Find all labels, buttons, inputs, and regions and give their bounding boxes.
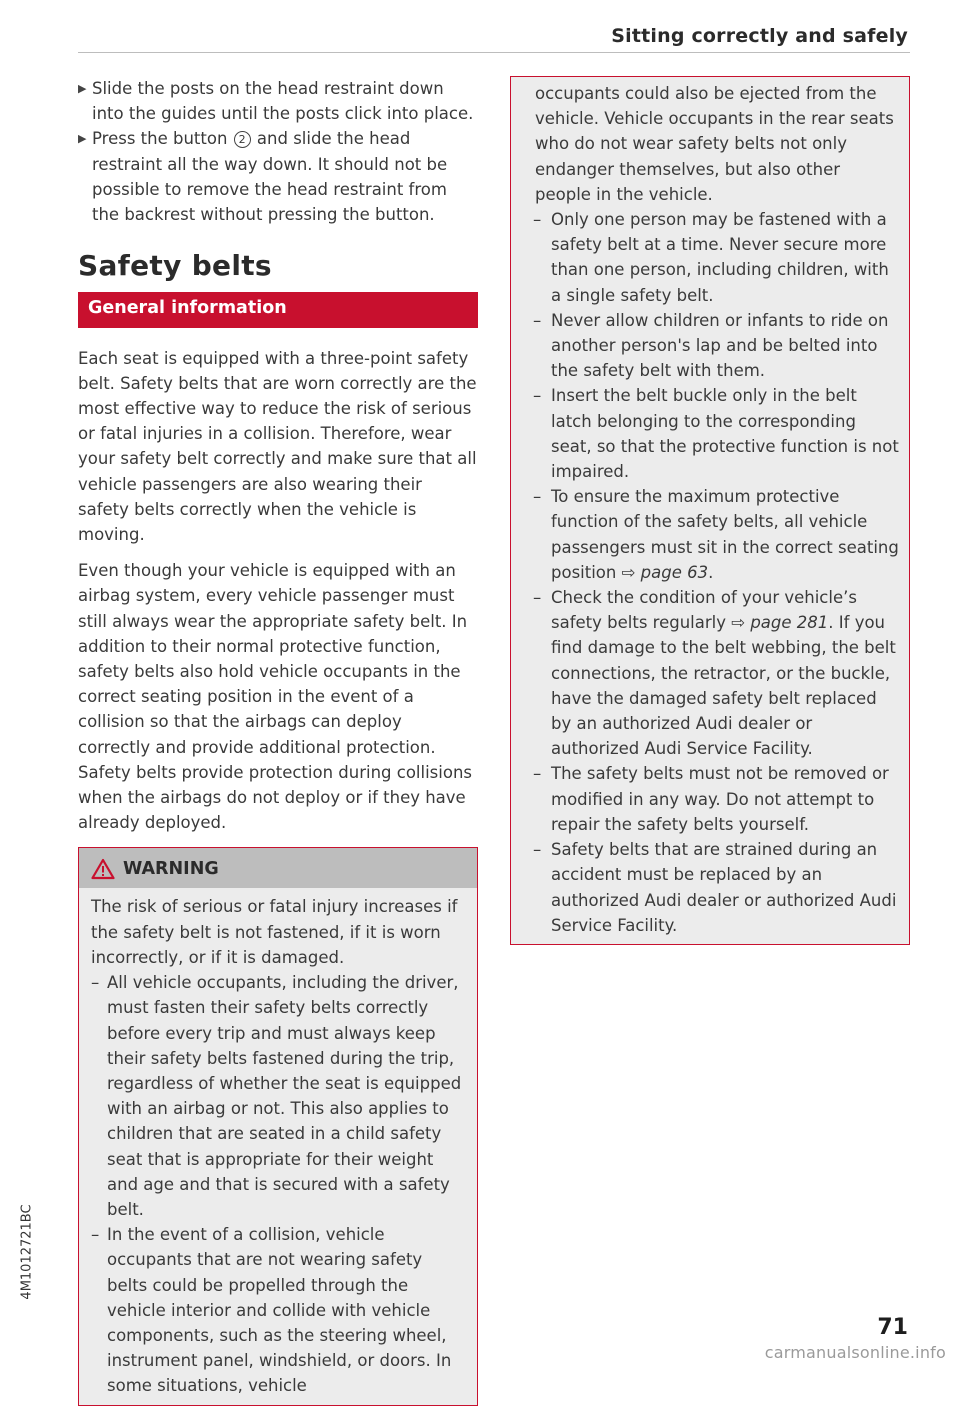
document-code: 4M1012721BC: [19, 1204, 35, 1300]
right-column: [510, 76, 910, 945]
page-reference-link[interactable]: ⇨ page 281: [731, 613, 829, 633]
list-item: – To ensure the maximum protective function of the safety belts, all vehicle passengers must sit in the correct seating position ⇨ page 63.: [533, 487, 899, 582]
warning-label: WARNING: [123, 858, 219, 879]
list-item: – Only one person may be fastened with a safety belt at a time. Never secure more than one person, including children, with a single safety belt.: [533, 210, 889, 305]
body-paragraph: Even though your vehicle is equipped with an airbag system, every vehicle passenger must still always wear the appropriate safety belt. In addition to their normal protective function, safety belts also hold vehicle occupants in the correct seating position in the event of a collision so that the airbags can deploy correctly and provide additional protection. Safety belts provide protection during collisions when the airbags do not deploy or if they have already deployed.: [78, 561, 473, 833]
warning-header: [79, 848, 477, 888]
warning-continuation-box: [510, 76, 910, 945]
left-column: [78, 76, 478, 1406]
callout-number: 2: [234, 131, 251, 148]
step-arrow-icon: ▶: [78, 132, 87, 146]
warning-body: [79, 888, 477, 1404]
warning-list: [535, 207, 899, 938]
running-header: Sitting correctly and safely: [611, 25, 908, 47]
list-item: – Check the condition of your vehicle’s safety belts regularly ⇨ page 281. If you find damage to the belt webbing, the belt connections, the retractor, or the buckle, have the damaged safety belt replaced by an authorized Audi dealer or authorized Audi Service Facility.: [533, 588, 896, 759]
list-item: – Never allow children or infants to ride on another person's lap and be belted into the safety belt with them.: [533, 310, 889, 381]
list-item: – The safety belts must not be removed or modified in any way. Do not attempt to repair the safety belts yourself.: [533, 764, 889, 834]
list-item: – Safety belts that are strained during an accident must be replaced by an authorized Audi dealer or authorized Audi Service Facility.: [533, 840, 897, 935]
body-paragraph: Each seat is equipped with a three-point safety belt. Safety belts that are worn correctly are the most effective way to reduce the risk of serious or fatal injuries in a collision. Therefore, wear your safety belt correctly and make sure that all vehicle passengers are also wearing their safety belts correctly when the vehicle is moving.: [78, 348, 477, 545]
list-item: – In the event of a collision, vehicle occupants that are not wearing safety belts could be propelled through the vehicle interior and collide with vehicle components, such as the steering wheel, instrument panel, windshield, or doors. In some situations, vehicle: [91, 1225, 452, 1396]
header-divider: [78, 52, 910, 53]
list-item: – Insert the belt buckle only in the belt latch belonging to the corresponding seat, so that the protective function is not impaired.: [533, 386, 899, 482]
page-number: 71: [877, 1315, 908, 1340]
instruction-step: ▶ Slide the posts on the head restraint down into the guides until the posts click into place.: [78, 76, 478, 126]
warning-list: [91, 970, 465, 1398]
warning-intro: The risk of serious or fatal injury increases if the safety belt is not fastened, if it is worn incorrectly, or if it is damaged.: [91, 897, 458, 967]
warning-triangle-icon: [91, 858, 115, 880]
step-arrow-icon: ▶: [78, 82, 87, 95]
watermark: carmanualsonline.info: [764, 1343, 946, 1362]
instruction-step: ▶ Press the button 2 and slide the head restraint all the way down. It should not be possible to remove the head restraint from the backrest without pressing the button.: [78, 126, 478, 227]
subsection-title: General information: [78, 292, 478, 327]
section-title: Safety belts: [78, 249, 272, 283]
page-reference-link[interactable]: ⇨ page 63: [621, 562, 709, 582]
continuation-text: occupants could also be ejected from the vehicle. Vehicle occupants in the rear seats who do not wear safety belts not only endanger themselves, but also other people in the vehicle.: [535, 84, 894, 204]
warning-box: [78, 847, 478, 1405]
list-item: – All vehicle occupants, including the driver, must fasten their safety belts correctly before every trip and must always keep their safety belts fastened during the trip, regardless of whether the seat is equipped with an airbag or not. This also applies to children that are seated in a child safety seat that is appropriate for their weight and age and that is secured with a safety belt.: [91, 973, 462, 1219]
